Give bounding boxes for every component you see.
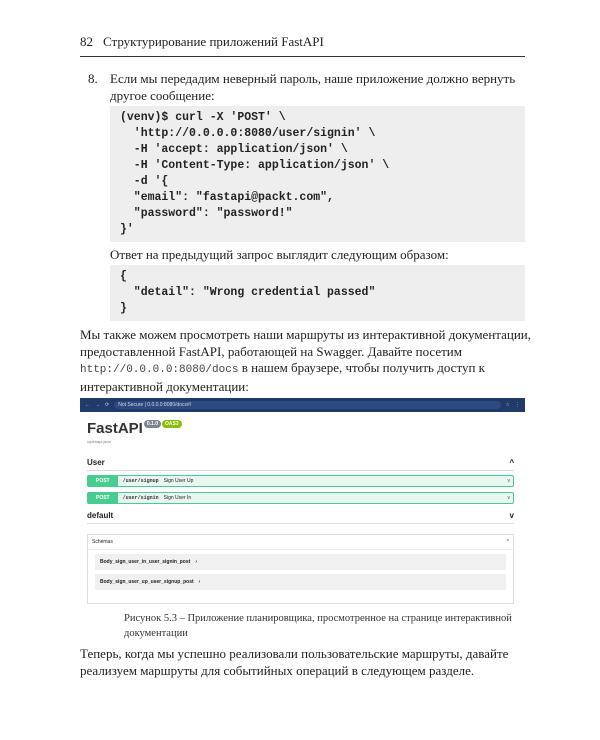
menu-icon: ⋮ — [515, 402, 520, 408]
address-bar: Not Secure | 0.0.0.0:8080/docs#/ — [114, 401, 500, 409]
chevron-down-icon: v — [507, 495, 510, 501]
docs-url: http://0.0.0.0:8080/docs — [80, 364, 239, 376]
chevron-right-icon: › — [195, 559, 197, 565]
api-title — [87, 420, 182, 437]
step-number: 8. — [88, 71, 98, 86]
operation-signup — [87, 475, 514, 487]
text: Мы также можем просмотреть наши маршруты из интерактивной документации, предоставленной FastAPI, работающей на Swagger. Давайте посетим — [80, 327, 532, 359]
figure-caption: Рисунок 5.3 – Приложение планировщика, просмотренное на странице интерактивной документации — [124, 613, 512, 639]
model-item — [95, 574, 506, 590]
paragraph-docs — [80, 327, 535, 395]
closing-paragraph: Теперь, когда мы успешно реализовали пользовательские маршруты, давайте реализуем маршруты для событийных операций в следующем разделе. — [80, 646, 509, 678]
chevron-up-icon: ^ — [506, 539, 509, 545]
title-text: FastAPI — [87, 420, 143, 437]
code-block-request: (venv)$ curl -X 'POST' \ 'http://0.0.0.0:8080/user/signin' \ -H 'accept: application/json' \ -H 'Content-Type: application/json' \ -d '{ "email": "fastapi@packt.com", "password": "password!" }' — [110, 106, 525, 242]
forward-icon: → — [95, 402, 100, 408]
star-icon: ☆ — [505, 402, 510, 408]
model-name: Body_sign_user_in_user_signin_post — [100, 559, 191, 565]
page-header — [80, 34, 525, 57]
summary: Sign User In — [163, 495, 192, 501]
method-badge: POST — [88, 493, 118, 503]
section-title: default — [87, 511, 114, 520]
browser-bar — [80, 398, 525, 412]
path: /user/signin — [122, 495, 159, 501]
chapter-title: Структурирование приложений FastAPI — [103, 34, 324, 49]
page-number: 82 — [80, 34, 93, 49]
reload-icon: ⟳ — [105, 402, 110, 408]
swagger-screenshot — [80, 398, 525, 607]
schemas-panel — [87, 534, 514, 604]
version-badge: 0.1.0 — [144, 420, 161, 428]
chevron-down-icon: v — [507, 478, 510, 484]
schemas-header — [88, 535, 513, 550]
chevron-right-icon: › — [198, 579, 201, 585]
section-user — [87, 458, 514, 471]
oas-badge: OAS3 — [162, 420, 182, 428]
response-intro: Ответ на предыдущий запрос выглядит следующим образом: — [110, 247, 449, 262]
code-block-response: { "detail": "Wrong credential passed" } — [110, 265, 525, 321]
summary: Sign User Up — [163, 478, 194, 484]
model-name: Body_sign_user_up_user_signup_post — [100, 579, 194, 585]
method-badge: POST — [88, 476, 118, 486]
path: /user/signup — [122, 478, 159, 484]
operation-signin — [87, 492, 514, 504]
schemas-title: Schemas — [92, 539, 113, 545]
chevron-down-icon: v — [509, 511, 514, 520]
section-title: User — [87, 458, 105, 467]
model-item — [95, 554, 506, 570]
back-icon: ← — [85, 402, 90, 408]
openapi-link: /openapi.json — [87, 439, 111, 444]
chevron-up-icon: ^ — [509, 458, 514, 467]
section-default — [87, 511, 514, 524]
step-text: Если мы передадим неверный пароль, наше приложение должно вернуть другое сообщение: — [110, 71, 516, 103]
text: в нашем браузере, чтобы получить доступ к интерактивной документации: — [80, 360, 485, 394]
